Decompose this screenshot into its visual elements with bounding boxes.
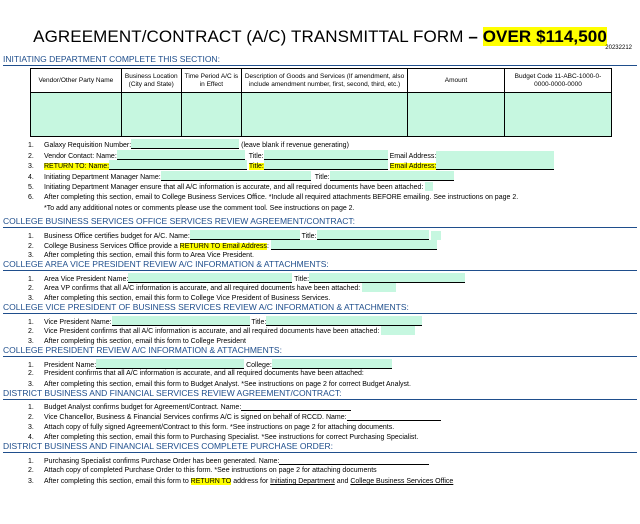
vice-chancellor-name-field[interactable] [347, 412, 441, 421]
manager-name-field[interactable] [161, 171, 311, 181]
vpbs-line-1: 1. Vice President Name: Title: [28, 316, 422, 328]
vendor-field[interactable] [31, 93, 122, 137]
vendor-contact-title-field[interactable] [264, 150, 388, 160]
header-amount: Amount [408, 69, 505, 93]
president-college-field[interactable] [272, 359, 392, 369]
init-line-3: 3. RETURN TO: Name: Title: Email Address: [28, 160, 554, 172]
header-time-period: Time Period A/C is in Effect [181, 69, 241, 93]
section-initiating: INITIATING DEPARTMENT COMPLETE THIS SECTION: [3, 54, 637, 66]
header-description: Description of Goods and Services (If amendment, also include amendment number, first, second, third, etc.) [241, 69, 407, 93]
vendor-contact-name-field[interactable] [117, 150, 245, 160]
purchasing-specialist-name-field[interactable] [279, 456, 429, 465]
section-avp: COLLEGE AREA VICE PRESIDENT REVIEW A/C INFORMATION & ATTACHMENTS: [3, 259, 637, 271]
location-field[interactable] [121, 93, 181, 137]
dbfs-line-3: 3. Attach copy of fully signed Agreement/Contract to this form. *See instructions on page 2 for attaching documents. [28, 424, 395, 431]
cbs-confirm-checkbox[interactable] [431, 231, 441, 240]
form-code: 20232212 [605, 45, 632, 51]
return-to-email-field[interactable] [436, 160, 554, 170]
init-line-5: 5. Initiating Department Manager ensure that all A/C information is accurate, and all required documents have been attached: [28, 182, 433, 193]
section-president: COLLEGE PRESIDENT REVIEW A/C INFORMATION & ATTACHMENTS: [3, 345, 637, 357]
agreement-table [30, 68, 612, 137]
avp-line-2: 2. Area VP confirms that all A/C information is accurate, and all required documents have been attached: [28, 283, 396, 294]
dbfs-line-2: 2. Vice Chancellor, Business & Financial Services confirms A/C is signed on behalf of RCCD. Name: [28, 412, 441, 423]
cbs-line-3: 3. After completing this section, email this form to Area Vice President. [28, 252, 254, 259]
vpbs-title-field[interactable] [266, 316, 422, 326]
section-vpbs: COLLEGE VICE PRESIDENT OF BUSINESS SERVICES REVIEW A/C INFORMATION & ATTACHMENTS: [3, 302, 637, 314]
section-dbfs-po: DISTRICT BUSINESS AND FINANCIAL SERVICES COMPLETE PURCHASE ORDER: [3, 441, 637, 453]
title-main: AGREEMENT/CONTRACT (A/C) TRANSMITTAL FORM [33, 27, 464, 46]
manager-title-field[interactable] [330, 171, 454, 181]
dbfs-line-4: 4. After completing this section, email this form to Purchasing Specialist. *See instructions for correct Purchasing Specialist. [28, 434, 419, 441]
section-cbs: COLLEGE BUSINESS SERVICES OFFICE SERVICES REVIEW AGREEMENT/CONTRACT: [3, 216, 637, 228]
header-location: Business Location (City and State) [121, 69, 181, 93]
time-period-field[interactable] [181, 93, 241, 137]
pres-line-1: 1. President Name: College: [28, 359, 392, 371]
init-line-6b: *To add any additional notes or comments please use the comment tool. See instructions on page 2. [44, 205, 355, 212]
amount-field[interactable] [408, 93, 505, 137]
manager-confirm-checkbox[interactable] [425, 182, 433, 191]
cbs-line-1: 1. Business Office certifies budget for A/C. Name: Title: [28, 230, 441, 242]
return-to-title-field[interactable] [264, 160, 388, 170]
title-over-amount: OVER $114,500 [482, 27, 607, 46]
vendor-contact-email-field[interactable] [436, 151, 554, 160]
return-to-name-field[interactable] [109, 160, 247, 170]
dbfs-line-1: 1. Budget Analyst confirms budget for Agreement/Contract. Name: [28, 402, 351, 413]
cbs-title-field[interactable] [317, 230, 429, 240]
po-line-1: 1. Purchasing Specialist confirms Purchase Order has been generated. Name: [28, 456, 429, 467]
vpbs-line-3: 3. After completing this section, email this form to College President [28, 338, 246, 345]
avp-confirm-field[interactable] [362, 283, 396, 292]
po-line-2: 2. Attach copy of completed Purchase Order to this form. *See instructions on page 2 for attaching documents [28, 467, 377, 474]
description-field[interactable] [241, 93, 407, 137]
init-line-4: 4. Initiating Department Manager Name: Title: [28, 171, 454, 183]
init-line-2: 2. Vendor Contact: Name: Title: Email Address: [28, 150, 554, 162]
vpbs-line-2: 2. Vice President confirms that all A/C information is accurate, and all required documents have been attached: [28, 326, 415, 337]
president-name-field[interactable] [96, 359, 244, 369]
budget-code-field[interactable] [504, 93, 611, 137]
init-line-6: 6. After completing this section, email to College Business Services Office. *Include all required attachments BEFORE emailing. See instructions on page 2. [28, 194, 519, 201]
requisition-number-field[interactable] [131, 139, 239, 149]
avp-name-field[interactable] [128, 273, 292, 283]
init-line-1: 1. Galaxy Requisition Number: (leave blank if revenue generating) [28, 139, 349, 151]
pres-line-3: 3. After completing this section, email this form to Budget Analyst. *See instructions on page 2 for correct Budget Analyst. [28, 381, 411, 388]
cbs-line-2: 2. College Business Services Office provide a RETURN TO Email Address: [28, 240, 437, 252]
vpbs-name-field[interactable] [112, 316, 250, 326]
title-dash: – [463, 27, 483, 46]
avp-line-3: 3. After completing this section, email this form to College Vice President of Business Services. [28, 295, 331, 302]
po-line-3: 3. After completing this section, email this form to RETURN TO address for Initiating Department and College Business Services Office [28, 478, 454, 485]
pres-line-2: 2. President confirms that all A/C information is accurate, and all required documents have been attached: [28, 370, 364, 377]
cbs-return-email-field[interactable] [271, 240, 437, 250]
vpbs-confirm-field[interactable] [381, 326, 415, 335]
cbs-name-field[interactable] [190, 230, 300, 240]
avp-line-1: 1. Area Vice President Name: Title: [28, 273, 465, 285]
section-dbfs: DISTRICT BUSINESS AND FINANCIAL SERVICES REVIEW AGREEMENT/CONTRACT: [3, 388, 637, 400]
avp-title-field[interactable] [309, 273, 465, 283]
budget-analyst-name-field[interactable] [241, 402, 351, 411]
form-title [0, 27, 640, 47]
header-budget-code: Budget Code 11-ABC-1000-0-0000-0000-0000 [504, 69, 611, 93]
header-vendor: Vendor/Other Party Name [31, 69, 122, 93]
